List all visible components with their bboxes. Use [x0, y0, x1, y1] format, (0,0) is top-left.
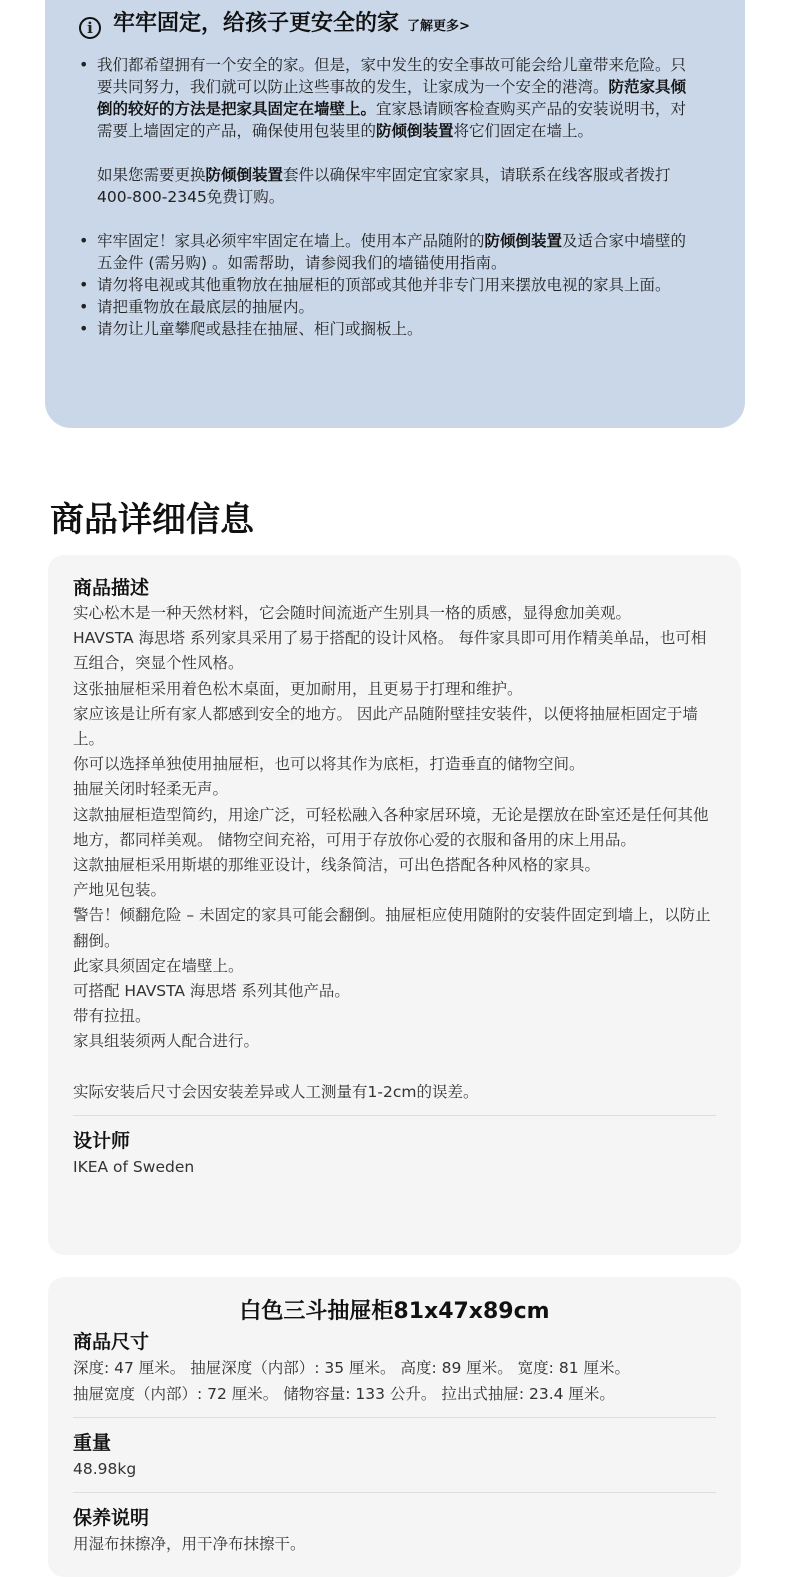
description-line: 这张抽屉柜采用着色松木桌面，更加耐用，且更易于打理和维护。	[73, 679, 523, 698]
care-label: 保养说明	[73, 1507, 150, 1529]
divider	[73, 1492, 716, 1493]
safety-notice-panel	[45, 0, 745, 428]
description-line: 警告！倾翻危险 – 未固定的家具可能会翻倒。抽屉柜应使用随附的安装件固定到墙上，以防止翻倒。	[73, 906, 711, 950]
safety-notice-title: 牢牢固定，给孩子更安全的家	[113, 11, 400, 36]
description-line: 你可以选择单独使用抽屉柜，也可以将其作为底柜，打造垂直的储物空间。	[73, 755, 585, 774]
size-value-line: 深度: 47 厘米。 抽屉深度（内部）: 35 厘米。 高度: 89 厘米。 宽度: 81 厘米。	[73, 1359, 630, 1377]
description-card	[48, 555, 741, 1255]
divider	[73, 1115, 716, 1116]
description-line: 家具组装须两人配合进行。	[73, 1032, 260, 1051]
care-value: 用湿布抹擦净，用干净布抹擦干。	[73, 1535, 306, 1553]
description-line: 可搭配 HAVSTA 海思塔 系列其他产品。	[73, 982, 350, 1001]
learn-more-link[interactable]: 了解更多>	[407, 19, 470, 34]
info-icon: i	[79, 17, 101, 39]
list-item: • 牢牢固定！家具必须牢牢固定在墙上。使用本产品随附的防倾倒装置及适合家中墙壁的五金件 (需另购) 。如需帮助，请参阅我们的墙锚使用指南。	[79, 230, 699, 274]
safety-notice-header	[79, 6, 699, 40]
list-item	[79, 54, 699, 230]
description-line: HAVSTA 海思塔 系列家具采用了易于搭配的设计风格。 每件家具即可用作精美单品，也可相互组合，突显个性风格。	[73, 629, 707, 673]
list-item: • 请勿将电视或其他重物放在抽屉柜的顶部或其他并非专门用来摆放电视的家具上面。	[79, 274, 699, 296]
description-line: 实心松木是一种天然材料，它会随时间流逝产生别具一格的质感，显得愈加美观。	[73, 604, 632, 622]
designer-value: IKEA of Sweden	[73, 1157, 195, 1176]
description-line: 此家具须固定在墙壁上。	[73, 956, 244, 975]
list-item: • 请把重物放在最底层的抽屉内。	[79, 296, 699, 318]
description-line: 带有拉扭。	[73, 1007, 151, 1026]
safety-bullet-list	[79, 54, 699, 340]
list-item: • 请勿让儿童攀爬或悬挂在抽屉、柜门或搁板上。	[79, 318, 699, 340]
page-title: 商品详细信息	[50, 500, 254, 540]
description-line: 产地见包装。	[73, 881, 167, 900]
description-text	[73, 601, 716, 1105]
product-title: 白色三斗抽屉柜81x47x89cm	[239, 1299, 550, 1324]
description-line: 这款抽屉柜采用斯堪的那维亚设计，线条简洁，可出色搭配各种风格的家具。	[73, 856, 601, 875]
size-tolerance-note: 实际安装后尺寸会因安装差异或人工测量有1-2cm的误差。	[73, 1082, 479, 1101]
size-label: 商品尺寸	[73, 1331, 150, 1353]
description-line: 抽屉关闭时轻柔无声。	[73, 780, 229, 799]
weight-label: 重量	[73, 1432, 112, 1454]
divider	[73, 1417, 716, 1418]
weight-value: 48.98kg	[73, 1460, 137, 1478]
product-spec-card	[48, 1277, 741, 1577]
description-line: 这款抽屉柜造型简约，用途广泛，可轻松融入各种家居环境，无论是摆放在卧室还是任何其他地方，都同样美观。 储物空间充裕，可用于存放你心爱的衣服和备用的床上用品。	[73, 805, 709, 849]
safety-replacement-text: 如果您需要更换防倾倒装置套件以确保牢牢固定宜家家具，请联系在线客服或者拨打400-800-2345免费订购。	[97, 166, 671, 206]
designer-label: 设计师	[73, 1129, 131, 1152]
description-line: 家应该是让所有家人都感到安全的地方。 因此产品随附壁挂安装件，以便将抽屉柜固定于墙上。	[73, 704, 698, 749]
safety-intro-text: • 我们都希望拥有一个安全的家。但是，家中发生的安全事故可能会给儿童带来危险。只要共同努力，我们就可以防止这些事故的发生，让家成为一个安全的港湾。防范家具倾倒的较好的方法是把家具固定在墙壁上。宜家恳请顾客检查购买产品的安装说明书，对需要上墙固定的产品，确保使用包装里的防倾倒装置将它们固定在墙上。	[97, 56, 687, 140]
size-value-line: 抽屉宽度（内部）: 72 厘米。 储物容量: 133 公升。 拉出式抽屉: 23.4 厘米。	[73, 1385, 615, 1403]
description-label: 商品描述	[73, 577, 150, 599]
